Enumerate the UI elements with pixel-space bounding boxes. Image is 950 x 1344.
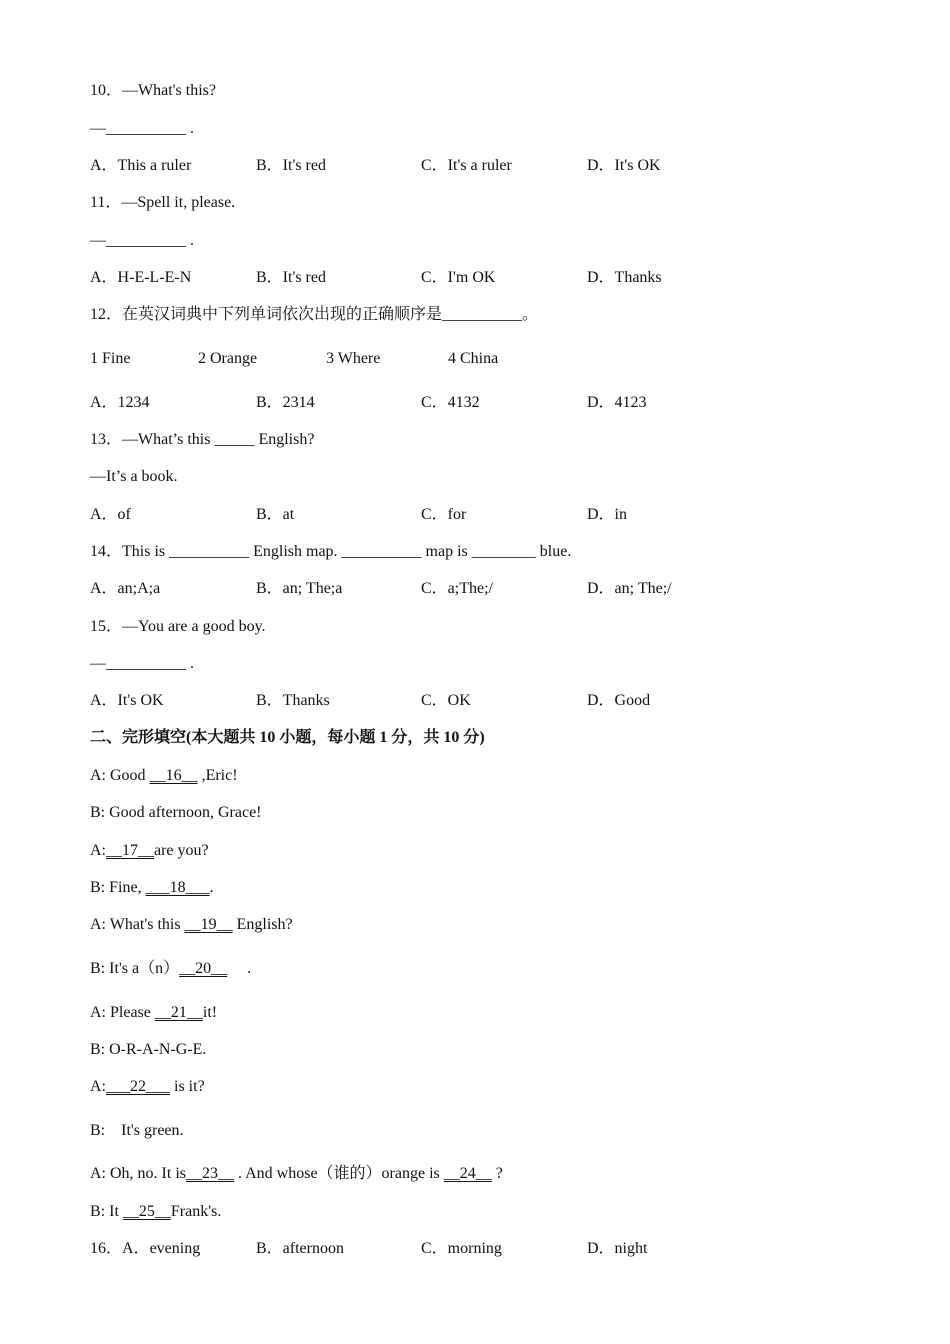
- q11-option-d[interactable]: D．Thanks: [587, 269, 662, 286]
- q11-answer-line: —__________ .: [90, 232, 194, 249]
- dialogue-line-10: B: It's green.: [90, 1122, 184, 1139]
- q15-stem: 15．—You are a good boy.: [90, 618, 266, 635]
- q13-option-c[interactable]: C．for: [421, 506, 467, 523]
- blank-16: __16__: [149, 767, 198, 784]
- dialogue-line-6: B: It's a（n）__20__ .: [90, 960, 252, 977]
- q12-word-list: [90, 349, 850, 369]
- blank-17: __17__: [106, 842, 154, 859]
- q15-options: [90, 691, 850, 711]
- q12-option-a[interactable]: A．1234: [90, 394, 150, 411]
- q12-stem: 12．在英汉词典中下列单词依次出现的正确顺序是__________。: [90, 306, 539, 323]
- q13-stem: 13．—What’s this _____ English?: [90, 431, 315, 448]
- q10-option-c[interactable]: C．It's a ruler: [421, 157, 512, 174]
- q15-option-d[interactable]: D．Good: [587, 692, 651, 709]
- q14-stem: 14．This is __________ English map. __________ map is ________ blue.: [90, 543, 572, 560]
- blank-22: ___22___: [106, 1078, 170, 1095]
- dialogue-line-12: B: It __25__Frank's.: [90, 1203, 222, 1220]
- q12-word-4: 4 China: [448, 350, 499, 367]
- blank-21: __21__: [154, 1004, 203, 1021]
- blank-20: __20__: [179, 960, 228, 977]
- q10-options: [90, 156, 850, 176]
- q15-option-b[interactable]: B．Thanks: [256, 692, 330, 709]
- blank-19: __19__: [184, 916, 233, 933]
- q16-number: 16．: [90, 1240, 123, 1257]
- q16-options: [90, 1239, 850, 1259]
- section-heading: 二、完形填空(本大题共 10 小题，每小题 1 分，共 10 分): [90, 729, 485, 746]
- q10-stem: 10．—What's this?: [90, 82, 216, 99]
- q14-option-d[interactable]: D．an; The;/: [587, 580, 672, 597]
- q15-option-a[interactable]: A．It's OK: [90, 692, 164, 709]
- q13-option-d[interactable]: D．in: [587, 506, 628, 523]
- dialogue-line-11: A: Oh, no. It is__23__ . And whose（谁的）orange is __24__ ?: [90, 1165, 503, 1182]
- q16-option-a[interactable]: A．evening: [122, 1240, 201, 1257]
- dialogue-line-8: B: O-R-A-N-G-E.: [90, 1041, 207, 1058]
- q11-stem: 11．—Spell it, please.: [90, 194, 236, 211]
- q12-option-d[interactable]: D．4123: [587, 394, 647, 411]
- dialogue-line-7: A: Please __21__it!: [90, 1004, 218, 1021]
- q13-answer-line: —It’s a book.: [90, 468, 178, 485]
- q12-option-c[interactable]: C．4132: [421, 394, 480, 411]
- dialogue-line-2: B: Good afternoon, Grace!: [90, 804, 262, 821]
- q10-answer-line: —__________ .: [90, 120, 194, 137]
- blank-23: __23__: [186, 1165, 234, 1182]
- q15-answer-line: —__________ .: [90, 655, 194, 672]
- q16-option-d[interactable]: D．night: [587, 1240, 648, 1257]
- blank-18: ___18___: [145, 879, 210, 896]
- q16-option-b[interactable]: B．afternoon: [256, 1240, 344, 1257]
- q14-option-b[interactable]: B．an; The;a: [256, 580, 343, 597]
- q13-option-b[interactable]: B．at: [256, 506, 295, 523]
- q13-option-a[interactable]: A．of: [90, 506, 131, 523]
- q14-option-a[interactable]: A．an;A;a: [90, 580, 161, 597]
- dialogue-line-9: A:___22___ is it?: [90, 1078, 205, 1095]
- dialogue-line-5: A: What's this __19__ English?: [90, 916, 293, 933]
- dialogue-line-1: A: Good __16__ ,Eric!: [90, 767, 238, 784]
- q15-option-c[interactable]: C．OK: [421, 692, 471, 709]
- q11-options: [90, 268, 850, 288]
- q10-option-d[interactable]: D．It's OK: [587, 157, 661, 174]
- dialogue-line-4: B: Fine, ___18___.: [90, 879, 214, 896]
- q10-option-b[interactable]: B．It's red: [256, 157, 326, 174]
- q11-option-c[interactable]: C．I'm OK: [421, 269, 496, 286]
- q12-word-3: 3 Where: [326, 350, 381, 367]
- q14-option-c[interactable]: C．a;The;/: [421, 580, 493, 597]
- q16-option-c[interactable]: C．morning: [421, 1240, 502, 1257]
- blank-24: __24__: [443, 1165, 492, 1182]
- q13-options: [90, 505, 850, 525]
- q11-option-a[interactable]: A．H-E-L-E-N: [90, 269, 192, 286]
- q12-word-2: 2 Orange: [198, 350, 258, 367]
- q11-option-b[interactable]: B．It's red: [256, 269, 326, 286]
- blank-25: __25__: [122, 1203, 171, 1220]
- q10-option-a[interactable]: A．This a ruler: [90, 157, 192, 174]
- q12-options: [90, 393, 850, 413]
- dialogue-line-3: A:__17__are you?: [90, 842, 209, 859]
- q12-word-1: 1 Fine: [90, 350, 131, 367]
- q12-option-b[interactable]: B．2314: [256, 394, 315, 411]
- q14-options: [90, 579, 850, 599]
